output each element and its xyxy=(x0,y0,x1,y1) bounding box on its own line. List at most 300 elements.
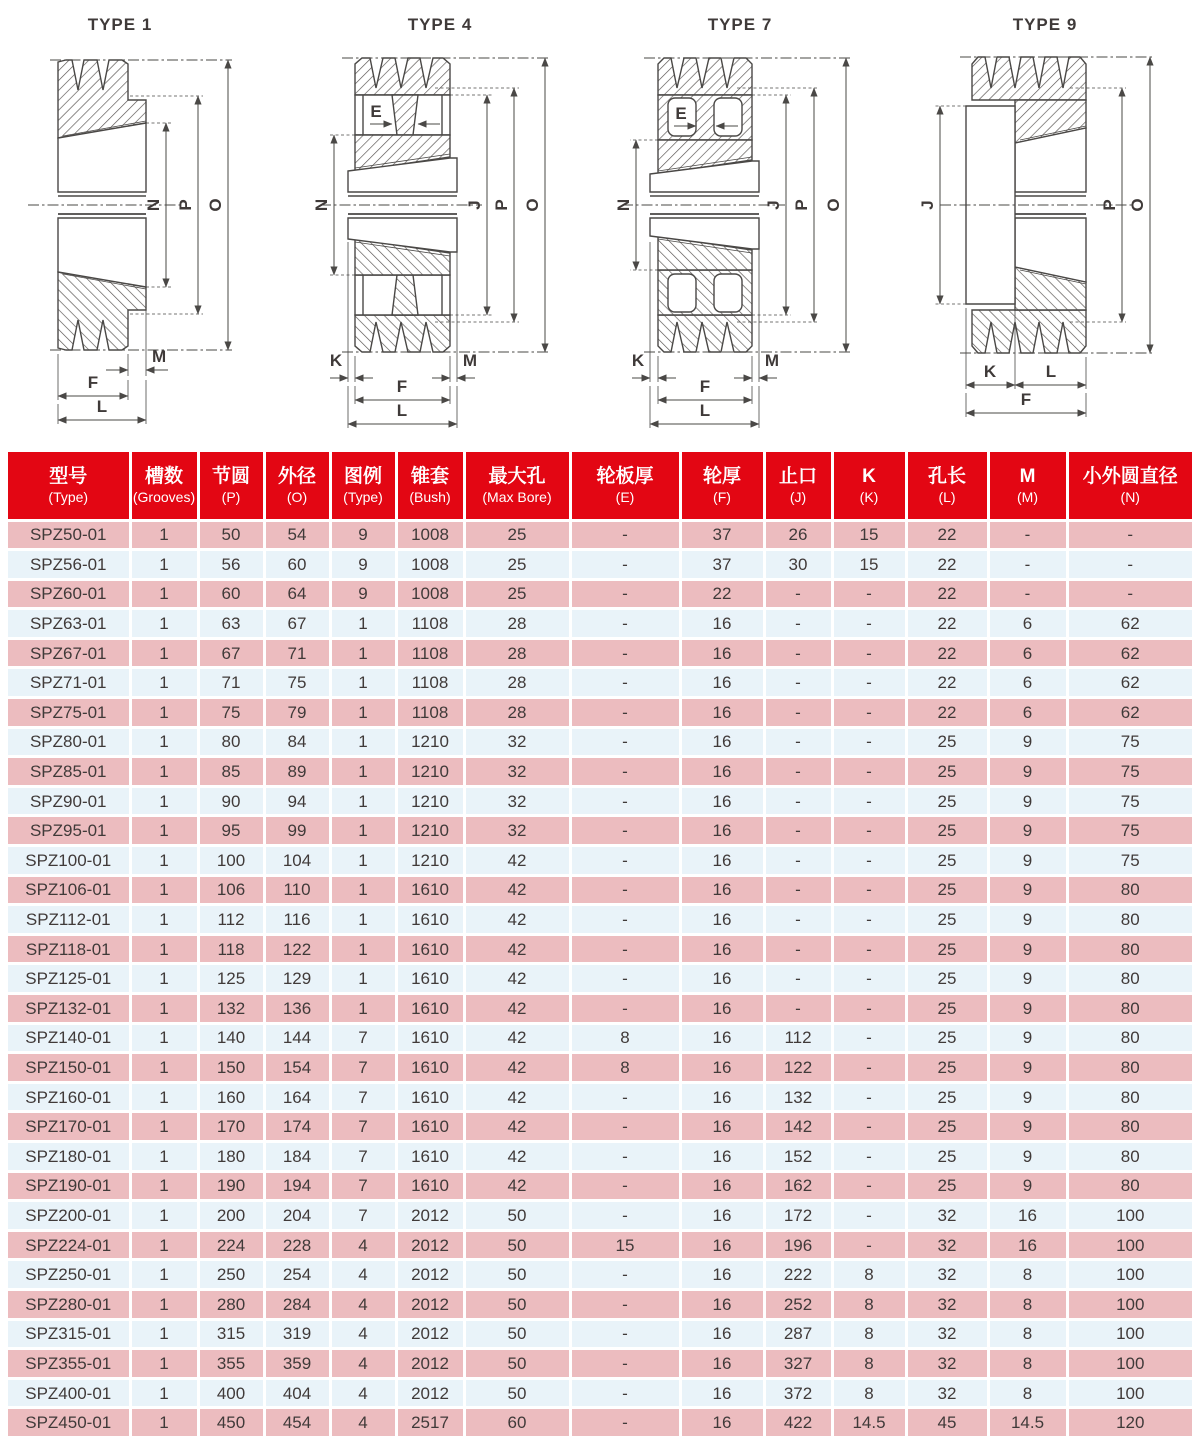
table-row xyxy=(8,1260,1192,1290)
table-cell: - xyxy=(832,698,906,728)
table-cell: 1610 xyxy=(396,1082,464,1112)
table-cell: 16 xyxy=(680,964,764,994)
dim-label-j: J xyxy=(918,200,937,210)
table-cell: 22 xyxy=(906,520,988,550)
table-cell: - xyxy=(832,638,906,668)
table-cell: 54 xyxy=(264,520,330,550)
table-cell: 1 xyxy=(330,727,396,757)
table-cell: 204 xyxy=(264,1201,330,1231)
table-cell: 42 xyxy=(464,846,570,876)
table-cell: 50 xyxy=(464,1289,570,1319)
table-cell: 1 xyxy=(130,1319,198,1349)
table-cell: 4 xyxy=(330,1260,396,1290)
table-cell: SPZ190-01 xyxy=(8,1171,130,1201)
table-row xyxy=(8,964,1192,994)
table-cell: 100 xyxy=(1067,1260,1192,1290)
table-cell: 9 xyxy=(988,934,1067,964)
table-cell: 22 xyxy=(906,698,988,728)
table-cell: 16 xyxy=(680,668,764,698)
table-cell: 25 xyxy=(906,1171,988,1201)
table-cell: - xyxy=(832,1201,906,1231)
table-cell: - xyxy=(764,964,832,994)
dim-label-e: E xyxy=(675,104,687,123)
table-cell: 16 xyxy=(680,786,764,816)
table-cell: 25 xyxy=(906,964,988,994)
table-cell: 194 xyxy=(264,1171,330,1201)
table-cell: - xyxy=(988,520,1067,550)
table-cell: 6 xyxy=(988,698,1067,728)
table-cell: 196 xyxy=(764,1230,832,1260)
dim-label-e: E xyxy=(370,102,382,121)
table-cell: 222 xyxy=(764,1260,832,1290)
table-cell: 9 xyxy=(988,757,1067,787)
table-cell: - xyxy=(764,816,832,846)
column-header: 小外圆直径 (N) xyxy=(1067,452,1192,520)
table-cell: 1 xyxy=(330,875,396,905)
column-header: 轮厚 (F) xyxy=(680,452,764,520)
table-cell: 180 xyxy=(198,1141,264,1171)
table-cell: 32 xyxy=(906,1230,988,1260)
column-header: 孔长 (L) xyxy=(906,452,988,520)
table-cell: 62 xyxy=(1067,638,1192,668)
table-cell: 355 xyxy=(198,1349,264,1379)
table-cell: 1 xyxy=(330,846,396,876)
table-cell: 1008 xyxy=(396,550,464,580)
dim-label-o: O xyxy=(206,198,225,212)
table-cell: 372 xyxy=(764,1378,832,1408)
table-cell: 2012 xyxy=(396,1201,464,1231)
table-row xyxy=(8,520,1192,550)
table-cell: 1 xyxy=(130,1023,198,1053)
table-cell: SPZ450-01 xyxy=(8,1408,130,1438)
diagram-title: TYPE 1 xyxy=(87,15,153,34)
table-cell: 1 xyxy=(330,609,396,639)
table-cell: SPZ355-01 xyxy=(8,1349,130,1379)
table-cell: SPZ95-01 xyxy=(8,816,130,846)
table-cell: 16 xyxy=(680,1230,764,1260)
table-cell: 112 xyxy=(198,905,264,935)
table-cell: 75 xyxy=(1067,786,1192,816)
table-cell: 14.5 xyxy=(988,1408,1067,1438)
table-cell: 252 xyxy=(764,1289,832,1319)
table-cell: 62 xyxy=(1067,668,1192,698)
table-cell: 75 xyxy=(1067,727,1192,757)
table-cell: 1610 xyxy=(396,964,464,994)
table-cell: - xyxy=(832,875,906,905)
table-cell: 16 xyxy=(680,1082,764,1112)
table-cell: 1 xyxy=(130,1408,198,1438)
table-row xyxy=(8,1349,1192,1379)
table-cell: 280 xyxy=(198,1289,264,1319)
table-cell: 25 xyxy=(906,816,988,846)
table-cell: 8 xyxy=(832,1260,906,1290)
table-cell: 1108 xyxy=(396,668,464,698)
column-header: 节圆 (P) xyxy=(198,452,264,520)
table-cell: SPZ140-01 xyxy=(8,1023,130,1053)
table-cell: 9 xyxy=(988,1053,1067,1083)
table-cell: - xyxy=(570,1289,680,1319)
table-cell: 80 xyxy=(1067,934,1192,964)
table-cell: 50 xyxy=(464,1260,570,1290)
table-cell: 80 xyxy=(1067,905,1192,935)
table-cell: 22 xyxy=(680,579,764,609)
table-cell: 22 xyxy=(906,609,988,639)
column-header: 外径 (O) xyxy=(264,452,330,520)
table-cell: 50 xyxy=(464,1230,570,1260)
table-cell: SPZ180-01 xyxy=(8,1141,130,1171)
table-cell: SPZ75-01 xyxy=(8,698,130,728)
table-cell: 42 xyxy=(464,1082,570,1112)
table-cell: SPZ132-01 xyxy=(8,994,130,1024)
table-cell: 32 xyxy=(906,1260,988,1290)
table-cell: 315 xyxy=(198,1319,264,1349)
table-cell: SPZ315-01 xyxy=(8,1319,130,1349)
table-cell: 16 xyxy=(680,638,764,668)
table-body xyxy=(8,520,1192,1437)
column-header: 锥套 (Bush) xyxy=(396,452,464,520)
dim-label-f: F xyxy=(1020,390,1032,409)
table-cell: 25 xyxy=(906,786,988,816)
table-cell: 8 xyxy=(988,1319,1067,1349)
table-cell: 1 xyxy=(130,875,198,905)
table-cell: 42 xyxy=(464,1023,570,1053)
table-cell: 140 xyxy=(198,1023,264,1053)
table-cell: - xyxy=(764,609,832,639)
table-cell: SPZ106-01 xyxy=(8,875,130,905)
table-row xyxy=(8,1378,1192,1408)
dim-label-m: M xyxy=(152,347,167,366)
table-cell: 8 xyxy=(570,1053,680,1083)
table-cell: - xyxy=(570,934,680,964)
table-cell: 1 xyxy=(130,1230,198,1260)
table-cell: 42 xyxy=(464,994,570,1024)
table-cell: 287 xyxy=(764,1319,832,1349)
table-cell: 1108 xyxy=(396,698,464,728)
table-cell: 1 xyxy=(130,579,198,609)
column-header: 槽数 (Grooves) xyxy=(130,452,198,520)
table-cell: 1 xyxy=(130,550,198,580)
table-cell: - xyxy=(764,875,832,905)
table-cell: 2012 xyxy=(396,1230,464,1260)
table-cell: 1 xyxy=(130,1171,198,1201)
table-cell: 1 xyxy=(130,1349,198,1379)
table-cell: 80 xyxy=(1067,1141,1192,1171)
table-cell: 1610 xyxy=(396,1141,464,1171)
table-cell: - xyxy=(570,1349,680,1379)
table-cell: 1 xyxy=(130,727,198,757)
table-cell: 1 xyxy=(330,934,396,964)
column-header: 最大孔 (Max Bore) xyxy=(464,452,570,520)
table-cell: SPZ63-01 xyxy=(8,609,130,639)
table-cell: 9 xyxy=(988,1171,1067,1201)
table-row xyxy=(8,1171,1192,1201)
table-cell: 132 xyxy=(764,1082,832,1112)
table-cell: 1 xyxy=(130,1082,198,1112)
dim-label-o: O xyxy=(523,198,542,212)
table-cell: - xyxy=(570,727,680,757)
table-cell: 1610 xyxy=(396,934,464,964)
table-row xyxy=(8,609,1192,639)
table-cell: 1610 xyxy=(396,875,464,905)
table-cell: - xyxy=(988,579,1067,609)
table-cell: 254 xyxy=(264,1260,330,1290)
table-cell: 9 xyxy=(988,816,1067,846)
table-cell: 80 xyxy=(1067,1053,1192,1083)
table-cell: 319 xyxy=(264,1319,330,1349)
table-row xyxy=(8,934,1192,964)
table-row xyxy=(8,638,1192,668)
table-cell: 16 xyxy=(680,1023,764,1053)
dim-label-p: P xyxy=(792,199,811,211)
table-cell: 152 xyxy=(764,1141,832,1171)
table-cell: 1 xyxy=(130,1260,198,1290)
table-cell: 26 xyxy=(764,520,832,550)
table-cell: 28 xyxy=(464,638,570,668)
table-cell: 95 xyxy=(198,816,264,846)
table-cell: - xyxy=(570,905,680,935)
table-cell: 28 xyxy=(464,668,570,698)
table-cell: 4 xyxy=(330,1378,396,1408)
table-cell: 104 xyxy=(264,846,330,876)
table-cell: 75 xyxy=(1067,757,1192,787)
table-cell: 16 xyxy=(680,1141,764,1171)
table-cell: - xyxy=(832,1230,906,1260)
table-cell: - xyxy=(832,1112,906,1142)
table-cell: 25 xyxy=(464,579,570,609)
table-cell: 16 xyxy=(680,1053,764,1083)
table-cell: 42 xyxy=(464,1141,570,1171)
table-cell: 25 xyxy=(906,1082,988,1112)
table-cell: 129 xyxy=(264,964,330,994)
table-cell: SPZ50-01 xyxy=(8,520,130,550)
table-cell: - xyxy=(988,550,1067,580)
table-cell: 25 xyxy=(906,757,988,787)
table-cell: 25 xyxy=(906,1023,988,1053)
table-cell: SPZ100-01 xyxy=(8,846,130,876)
table-cell: 42 xyxy=(464,964,570,994)
table-cell: 22 xyxy=(906,550,988,580)
table-row xyxy=(8,1201,1192,1231)
table-cell: - xyxy=(764,994,832,1024)
table-cell: 100 xyxy=(1067,1230,1192,1260)
table-cell: SPZ170-01 xyxy=(8,1112,130,1142)
table-cell: 1 xyxy=(130,668,198,698)
table-cell: 1 xyxy=(330,638,396,668)
column-header: K (K) xyxy=(832,452,906,520)
table-cell: - xyxy=(570,550,680,580)
table-cell: 25 xyxy=(464,520,570,550)
table-cell: 6 xyxy=(988,638,1067,668)
table-cell: - xyxy=(570,698,680,728)
diagram-title: TYPE 7 xyxy=(707,15,773,34)
table-cell: 16 xyxy=(680,1378,764,1408)
table-cell: 16 xyxy=(680,727,764,757)
column-header: 型号 (Type) xyxy=(8,452,130,520)
table-cell: - xyxy=(570,1082,680,1112)
table-cell: 1210 xyxy=(396,727,464,757)
table-cell: - xyxy=(764,579,832,609)
dim-label-m: M xyxy=(764,351,780,370)
table-cell: 16 xyxy=(680,1289,764,1319)
table-cell: 162 xyxy=(764,1171,832,1201)
table-cell: 1 xyxy=(130,757,198,787)
table-cell: 1008 xyxy=(396,579,464,609)
table-cell: 25 xyxy=(906,934,988,964)
dim-label-l: L xyxy=(96,397,108,416)
table-cell: 9 xyxy=(988,1023,1067,1053)
table-cell: 15 xyxy=(832,550,906,580)
table-cell: - xyxy=(570,1171,680,1201)
table-cell: 22 xyxy=(906,668,988,698)
table-cell: - xyxy=(1067,579,1192,609)
table-cell: - xyxy=(570,816,680,846)
table-cell: 1 xyxy=(130,1112,198,1142)
table-cell: 16 xyxy=(680,875,764,905)
table-cell: 150 xyxy=(198,1053,264,1083)
column-header: 止口 (J) xyxy=(764,452,832,520)
table-cell: 15 xyxy=(832,520,906,550)
table-cell: 79 xyxy=(264,698,330,728)
table-cell: 80 xyxy=(1067,875,1192,905)
table-cell: 250 xyxy=(198,1260,264,1290)
table-cell: 1 xyxy=(330,786,396,816)
dim-label-m: M xyxy=(462,351,478,370)
table-cell: - xyxy=(832,934,906,964)
table-cell: 16 xyxy=(680,905,764,935)
table-cell: 32 xyxy=(906,1289,988,1319)
table-cell: - xyxy=(570,1378,680,1408)
spec-table-wrap xyxy=(0,452,1200,1439)
table-cell: 67 xyxy=(264,609,330,639)
table-cell: 9 xyxy=(988,846,1067,876)
dim-label-j: J xyxy=(764,200,783,210)
table-cell: 400 xyxy=(198,1378,264,1408)
table-cell: 32 xyxy=(906,1319,988,1349)
table-cell: 25 xyxy=(906,727,988,757)
table-cell: 8 xyxy=(988,1260,1067,1290)
table-cell: 228 xyxy=(264,1230,330,1260)
table-cell: 14.5 xyxy=(832,1408,906,1438)
table-cell: 190 xyxy=(198,1171,264,1201)
diagram-title: TYPE 4 xyxy=(407,15,473,34)
table-cell: 9 xyxy=(988,727,1067,757)
table-cell: 1108 xyxy=(396,609,464,639)
table-cell: 16 xyxy=(680,1349,764,1379)
type-7-pulley-diagram xyxy=(600,0,900,452)
table-cell: - xyxy=(832,668,906,698)
table-header xyxy=(8,452,1192,520)
table-cell: 110 xyxy=(264,875,330,905)
table-cell: - xyxy=(832,579,906,609)
dim-label-k: K xyxy=(631,351,645,370)
table-cell: 1610 xyxy=(396,1023,464,1053)
table-cell: 8 xyxy=(988,1378,1067,1408)
table-cell: 8 xyxy=(832,1289,906,1319)
table-row xyxy=(8,786,1192,816)
table-cell: 99 xyxy=(264,816,330,846)
table-cell: 100 xyxy=(1067,1289,1192,1319)
table-cell: 4 xyxy=(330,1289,396,1319)
table-cell: 8 xyxy=(832,1319,906,1349)
table-cell: 25 xyxy=(906,1141,988,1171)
table-cell: 42 xyxy=(464,875,570,905)
table-cell: 25 xyxy=(906,1112,988,1142)
table-cell: 9 xyxy=(988,1082,1067,1112)
column-header: M (M) xyxy=(988,452,1067,520)
table-cell: 25 xyxy=(906,994,988,1024)
table-cell: 25 xyxy=(464,550,570,580)
table-cell: 1 xyxy=(130,786,198,816)
table-cell: 60 xyxy=(464,1408,570,1438)
table-cell: 1 xyxy=(130,1053,198,1083)
table-cell: - xyxy=(832,816,906,846)
table-cell: - xyxy=(570,1201,680,1231)
table-cell: 184 xyxy=(264,1141,330,1171)
table-cell: - xyxy=(764,905,832,935)
table-cell: 100 xyxy=(1067,1378,1192,1408)
table-cell: - xyxy=(570,579,680,609)
table-cell: 80 xyxy=(1067,1023,1192,1053)
table-cell: 32 xyxy=(464,816,570,846)
table-cell: - xyxy=(832,905,906,935)
table-cell: 50 xyxy=(464,1349,570,1379)
table-cell: 16 xyxy=(680,846,764,876)
table-cell: SPZ150-01 xyxy=(8,1053,130,1083)
table-cell: 7 xyxy=(330,1201,396,1231)
table-cell: 28 xyxy=(464,698,570,728)
table-cell: 100 xyxy=(1067,1319,1192,1349)
table-cell: 45 xyxy=(906,1408,988,1438)
table-cell: 125 xyxy=(198,964,264,994)
table-cell: - xyxy=(832,727,906,757)
table-cell: 1 xyxy=(130,905,198,935)
table-cell: 9 xyxy=(988,1141,1067,1171)
table-cell: SPZ90-01 xyxy=(8,786,130,816)
table-cell: 16 xyxy=(680,934,764,964)
table-cell: - xyxy=(570,609,680,639)
table-cell: 7 xyxy=(330,1082,396,1112)
table-cell: 42 xyxy=(464,934,570,964)
table-cell: 9 xyxy=(330,520,396,550)
table-cell: 9 xyxy=(988,994,1067,1024)
table-cell: 1 xyxy=(130,1201,198,1231)
table-cell: 1 xyxy=(330,964,396,994)
table-cell: 144 xyxy=(264,1023,330,1053)
table-cell: - xyxy=(570,638,680,668)
dim-label-f: F xyxy=(396,377,408,396)
table-cell: 85 xyxy=(198,757,264,787)
table-cell: 16 xyxy=(680,698,764,728)
table-cell: 50 xyxy=(464,1378,570,1408)
table-cell: 450 xyxy=(198,1408,264,1438)
table-cell: 6 xyxy=(988,668,1067,698)
table-cell: 75 xyxy=(1067,816,1192,846)
table-cell: SPZ67-01 xyxy=(8,638,130,668)
table-cell: 1210 xyxy=(396,816,464,846)
table-cell: - xyxy=(832,846,906,876)
table-cell: - xyxy=(570,846,680,876)
column-header: 图例 (Type) xyxy=(330,452,396,520)
table-cell: 2012 xyxy=(396,1260,464,1290)
table-cell: - xyxy=(832,1141,906,1171)
dim-label-o: O xyxy=(824,198,843,212)
table-cell: - xyxy=(570,1408,680,1438)
table-cell: 1 xyxy=(330,668,396,698)
table-cell: 9 xyxy=(330,550,396,580)
table-row xyxy=(8,994,1192,1024)
table-cell: 9 xyxy=(988,875,1067,905)
table-cell: - xyxy=(570,520,680,550)
